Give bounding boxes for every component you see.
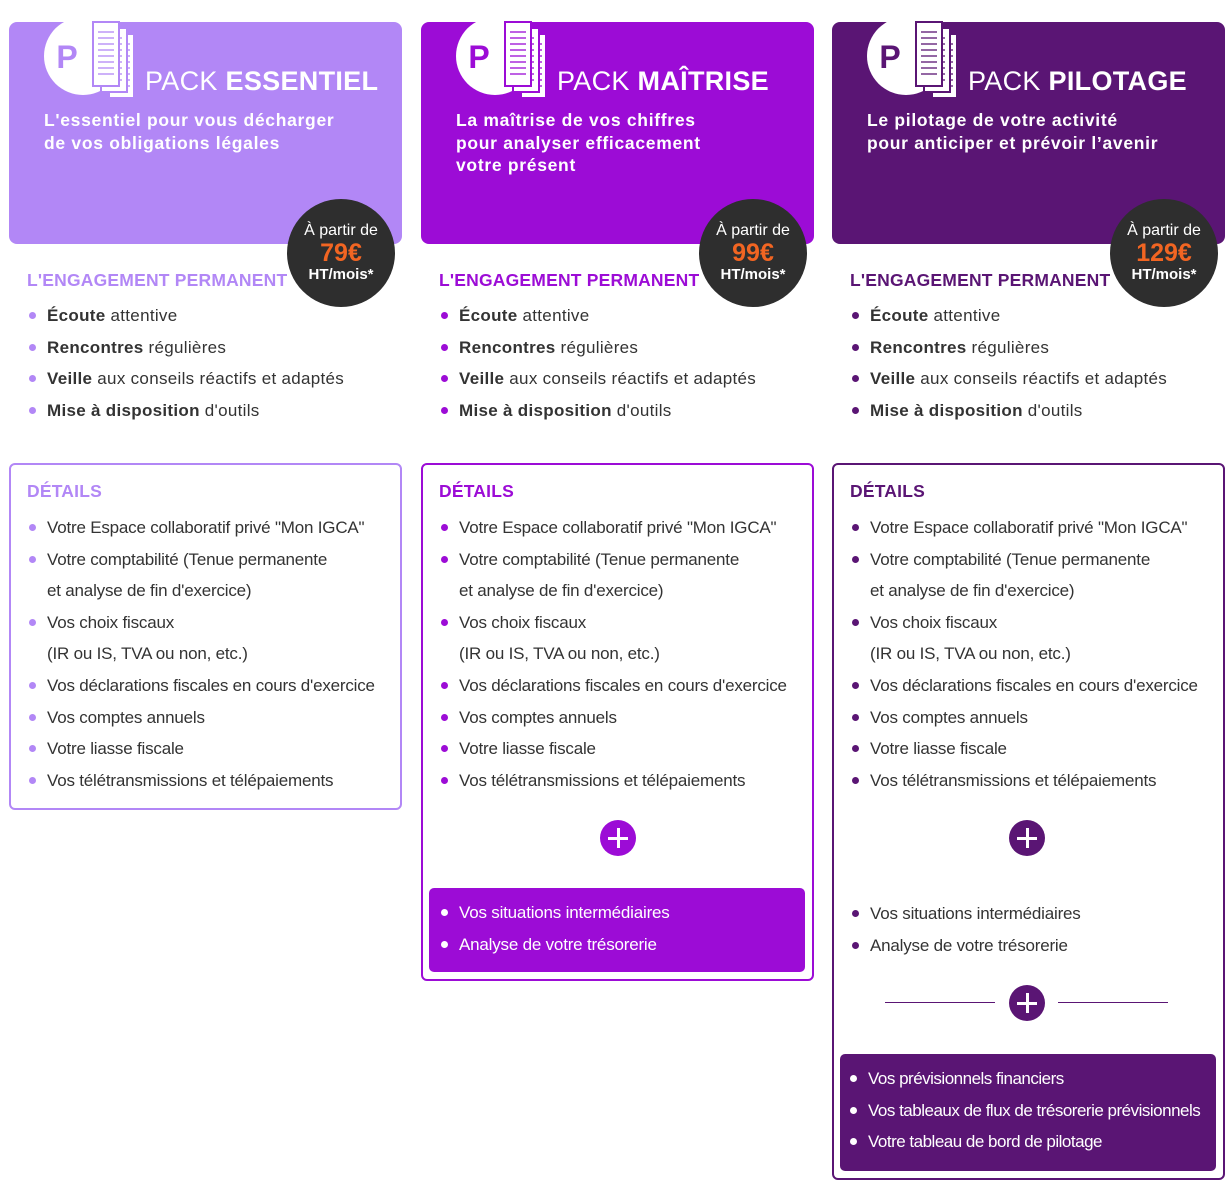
details-text: Vos choix fiscaux — [47, 612, 174, 632]
bullet-icon — [852, 910, 859, 917]
engagement-strong: Mise à disposition — [459, 401, 612, 421]
details-item — [850, 738, 1198, 770]
extra-text: Votre tableau de bord de pilotage — [868, 1132, 1102, 1152]
extra-item — [848, 1100, 1200, 1132]
engagement-strong: Mise à disposition — [870, 401, 1023, 421]
price-badge — [699, 199, 807, 307]
extra-item — [439, 934, 670, 966]
extra-text: Analyse de votre trésorerie — [459, 934, 657, 954]
pack-name: ESSENTIEL — [225, 66, 379, 96]
pack-tagline: L'essentiel pour vous décharger de vos obligations légales — [44, 110, 335, 153]
details-text: Votre comptabilité (Tenue permanente — [870, 549, 1151, 569]
extras-box — [840, 1054, 1216, 1171]
pack-logo-icon — [866, 16, 956, 100]
details-text: Votre liasse fiscale — [459, 739, 596, 759]
details-item-continuation — [27, 643, 375, 675]
details-item — [27, 612, 375, 644]
plus-icon — [600, 820, 636, 856]
details-text: Vos télétransmissions et télépaiements — [459, 770, 746, 790]
bullet-icon — [441, 556, 448, 563]
bullet-icon — [29, 312, 36, 319]
details-text: Votre comptabilité (Tenue permanente — [459, 549, 740, 569]
engagement-text: d'outils — [1022, 401, 1083, 421]
price-unit: HT/mois* — [1131, 266, 1197, 283]
details-item-continuation — [439, 643, 787, 675]
extra-text: Vos tableaux de flux de trésorerie prévisionnels — [868, 1100, 1201, 1120]
details-text: Vos comptes annuels — [870, 707, 1028, 727]
details-item — [439, 549, 787, 581]
details-item — [850, 612, 1198, 644]
price-badge — [1110, 199, 1218, 307]
engagement-strong: Veille — [459, 369, 505, 389]
pack-pilotage — [832, 0, 1227, 1200]
bullet-icon — [852, 942, 859, 949]
details-item — [27, 707, 375, 739]
bullet-icon — [852, 344, 859, 351]
details-text: et analyse de fin d'exercice) — [459, 581, 664, 601]
pack-name: MAÎTRISE — [637, 66, 769, 96]
details-list — [27, 517, 375, 801]
engagement-item — [850, 400, 1167, 432]
engagement-list — [850, 305, 1167, 432]
bullet-icon — [29, 777, 36, 784]
details-title: DÉTAILS — [850, 481, 925, 501]
engagement-strong: Écoute — [459, 306, 518, 325]
bullet-icon — [852, 619, 859, 626]
bullet-icon — [441, 619, 448, 626]
bullet-icon — [852, 407, 859, 414]
details-text: et analyse de fin d'exercice) — [47, 581, 252, 601]
bullet-icon — [441, 909, 448, 916]
price-unit: HT/mois* — [720, 266, 786, 283]
engagement-item — [850, 305, 1167, 337]
details-text: Vos déclarations fiscales en cours d'exercice — [459, 675, 787, 695]
pack-maitrise — [421, 0, 816, 1200]
details-title: DÉTAILS — [439, 481, 514, 501]
pack-prefix: PACK — [968, 66, 1041, 96]
bullet-icon — [441, 375, 448, 382]
extra-item — [848, 1131, 1200, 1163]
pack-prefix: PACK — [557, 66, 630, 96]
engagement-text: d'outils — [611, 401, 672, 421]
pack-title — [145, 66, 378, 97]
engagement-list — [439, 305, 756, 432]
engagement-text: aux conseils réactifs et adaptés — [915, 369, 1168, 389]
bullet-icon — [29, 619, 36, 626]
details-text: Votre Espace collaboratif privé "Mon IGCA" — [459, 518, 777, 537]
engagement-text: aux conseils réactifs et adaptés — [504, 369, 757, 389]
logo-letter: P — [879, 39, 901, 75]
bullet-icon — [441, 777, 448, 784]
engagement-list — [27, 305, 344, 432]
engagement-title: L'ENGAGEMENT PERMANENT — [27, 270, 288, 290]
engagement-strong: Rencontres — [870, 337, 967, 357]
extras-box — [429, 888, 805, 972]
bullet-icon — [441, 407, 448, 414]
bullet-icon — [850, 1138, 857, 1145]
divider-line-right — [1058, 1002, 1168, 1003]
details-item — [850, 549, 1198, 581]
details-item-continuation — [27, 580, 375, 612]
details-item — [850, 707, 1198, 739]
engagement-item — [439, 400, 756, 432]
pack-name: PILOTAGE — [1048, 66, 1187, 96]
bullet-icon — [441, 682, 448, 689]
engagement-strong: Écoute — [870, 306, 929, 325]
price-from: À partir de — [304, 222, 378, 239]
pack-title — [968, 66, 1187, 97]
engagement-item — [850, 368, 1167, 400]
details-text: (IR ou IS, TVA ou non, etc.) — [459, 644, 660, 664]
extra-item — [439, 902, 670, 934]
engagement-item — [27, 305, 344, 337]
engagement-text: régulières — [555, 337, 639, 357]
engagement-title: L'ENGAGEMENT PERMANENT — [850, 270, 1111, 290]
details-item — [439, 770, 787, 802]
bullet-icon — [29, 745, 36, 752]
details-item — [439, 738, 787, 770]
pack-tagline: Le pilotage de votre activité pour anticiper et prévoir l’avenir — [867, 110, 1159, 153]
engagement-item — [27, 368, 344, 400]
pack-logo-icon — [43, 16, 133, 100]
engagement-strong: Écoute — [47, 306, 106, 325]
extra-text: Vos situations intermédiaires — [870, 904, 1081, 923]
details-text: et analyse de fin d'exercice) — [870, 581, 1075, 601]
price-unit: HT/mois* — [308, 266, 374, 283]
bullet-icon — [441, 344, 448, 351]
engagement-title: L'ENGAGEMENT PERMANENT — [439, 270, 700, 290]
details-text: Vos choix fiscaux — [870, 612, 997, 632]
extras-list — [850, 903, 1081, 966]
extras-list — [439, 902, 670, 965]
bullet-icon — [29, 407, 36, 414]
details-item — [27, 738, 375, 770]
details-item — [850, 675, 1198, 707]
bullet-icon — [29, 714, 36, 721]
engagement-text: régulières — [143, 337, 227, 357]
extra-item — [848, 1068, 1200, 1100]
extra-text: Vos situations intermédiaires — [459, 903, 670, 922]
bullet-icon — [850, 1107, 857, 1114]
engagement-text: attentive — [105, 306, 178, 325]
details-item-continuation — [439, 580, 787, 612]
details-item — [27, 675, 375, 707]
bullet-icon — [29, 375, 36, 382]
pack-logo-icon — [455, 16, 545, 100]
engagement-strong: Rencontres — [459, 337, 556, 357]
details-text: Votre Espace collaboratif privé "Mon IGCA" — [47, 518, 365, 537]
engagement-text: aux conseils réactifs et adaptés — [92, 369, 345, 389]
details-item — [850, 770, 1198, 802]
details-text: Votre comptabilité (Tenue permanente — [47, 549, 328, 569]
bullet-icon — [852, 714, 859, 721]
pack-essentiel — [9, 0, 404, 1200]
bullet-icon — [850, 1075, 857, 1082]
details-text: (IR ou IS, TVA ou non, etc.) — [870, 644, 1071, 664]
extra-text: Analyse de votre trésorerie — [870, 935, 1068, 955]
engagement-text: attentive — [517, 306, 590, 325]
details-text: Vos comptes annuels — [459, 707, 617, 727]
engagement-item — [27, 400, 344, 432]
bullet-icon — [852, 524, 859, 531]
engagement-text: d'outils — [199, 401, 260, 421]
price-amount: 99€ — [732, 239, 774, 267]
details-item — [439, 612, 787, 644]
details-item-continuation — [850, 580, 1198, 612]
pack-tagline: La maîtrise de vos chiffres pour analyser efficacement votre présent — [456, 110, 701, 175]
divider-line-left — [885, 1002, 995, 1003]
extras2-list — [848, 1068, 1200, 1163]
engagement-item — [850, 337, 1167, 369]
bullet-icon — [29, 556, 36, 563]
details-list — [439, 517, 787, 801]
bullet-icon — [441, 312, 448, 319]
bullet-icon — [852, 375, 859, 382]
price-from: À partir de — [716, 222, 790, 239]
details-item — [27, 770, 375, 802]
engagement-item — [439, 337, 756, 369]
plus-icon — [1009, 820, 1045, 856]
details-item — [439, 517, 787, 549]
details-text: Votre liasse fiscale — [870, 739, 1007, 759]
engagement-item — [27, 337, 344, 369]
details-text: Votre Espace collaboratif privé "Mon IGCA" — [870, 518, 1188, 537]
engagement-item — [439, 305, 756, 337]
engagement-item — [439, 368, 756, 400]
details-text: Vos déclarations fiscales en cours d'exercice — [47, 675, 375, 695]
bullet-icon — [29, 682, 36, 689]
details-text: Vos comptes annuels — [47, 707, 205, 727]
price-from: À partir de — [1127, 222, 1201, 239]
logo-letter: P — [56, 39, 78, 75]
details-item — [850, 517, 1198, 549]
bullet-icon — [441, 714, 448, 721]
details-item — [27, 517, 375, 549]
engagement-strong: Veille — [870, 369, 916, 389]
details-title: DÉTAILS — [27, 481, 102, 501]
price-amount: 129€ — [1136, 239, 1192, 267]
engagement-strong: Veille — [47, 369, 93, 389]
extra-text: Vos prévisionnels financiers — [868, 1069, 1064, 1088]
bullet-icon — [441, 941, 448, 948]
details-text: (IR ou IS, TVA ou non, etc.) — [47, 644, 248, 664]
bullet-icon — [441, 745, 448, 752]
details-text: Vos télétransmissions et télépaiements — [870, 770, 1157, 790]
bullet-icon — [852, 556, 859, 563]
extra-item — [850, 903, 1081, 935]
extra-item — [850, 935, 1081, 967]
bullet-icon — [852, 777, 859, 784]
engagement-strong: Mise à disposition — [47, 401, 200, 421]
details-text: Votre liasse fiscale — [47, 739, 184, 759]
details-list — [850, 517, 1198, 801]
engagement-text: régulières — [966, 337, 1050, 357]
bullet-icon — [441, 524, 448, 531]
details-text: Vos déclarations fiscales en cours d'exercice — [870, 675, 1198, 695]
details-item — [27, 549, 375, 581]
bullet-icon — [29, 344, 36, 351]
engagement-text: attentive — [928, 306, 1001, 325]
price-badge — [287, 199, 395, 307]
bullet-icon — [852, 682, 859, 689]
bullet-icon — [852, 312, 859, 319]
bullet-icon — [852, 745, 859, 752]
details-item-continuation — [850, 643, 1198, 675]
engagement-strong: Rencontres — [47, 337, 144, 357]
details-text: Vos choix fiscaux — [459, 612, 586, 632]
plus-icon — [1009, 985, 1045, 1021]
details-text: Vos télétransmissions et télépaiements — [47, 770, 334, 790]
price-amount: 79€ — [320, 239, 362, 267]
details-item — [439, 707, 787, 739]
logo-letter: P — [468, 39, 490, 75]
details-item — [439, 675, 787, 707]
bullet-icon — [29, 524, 36, 531]
pack-prefix: PACK — [145, 66, 218, 96]
pack-title — [557, 66, 769, 97]
